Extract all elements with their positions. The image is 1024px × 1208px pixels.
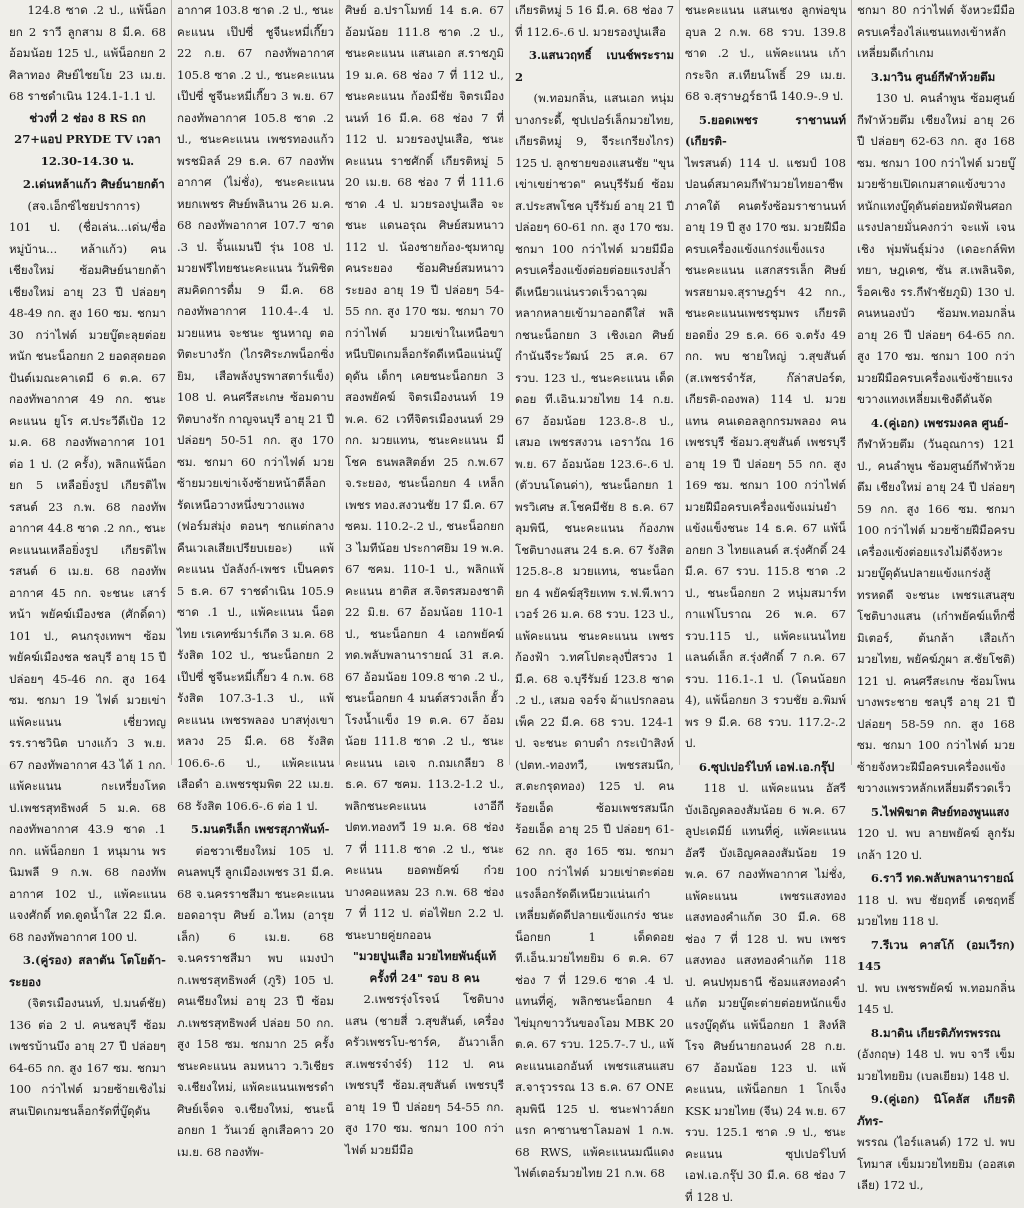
article-paragraph: ชนะคะแนน แสนเชง ลูกพ่อขุนอุบล 2 ก.พ. 68 รวบ. 139.8 ซาด .2 ป., แพ้คะแนน เก้ากระจิก ส.เทียนโพธิ์ 29 เม.ย. 68 จ.สุราษฎร์ธานี 140.9-.9 ป.	[685, 3, 846, 103]
fight-heading: 5.ไฟพิฆาต ศิษย์ทองพูนแสง	[870, 804, 1010, 819]
column-5	[680, 0, 852, 1204]
article-paragraph: 130 ป. คนลำพูน ซ้อมศูนย์กีฬาห้วยตึม เชียงใหม่ อายุ 26 ปี ปล่อยๆ 62-63 กก. สูง 168 ซม. ชกมา 100 กว่าไฟต์ มวยบู๊มวยซ้ายเปิดเกมสาดแข้งขวางหนักแทงบู๊ดุดันต่อยหมัดฟันศอกแรงปลายมั่นคงกว่า จะแพ้ เจนเชิง พุ่มพันธุ์ม่วง (เดอะกล์พิททยา, ษฎเดช, ซัน ส.เพลินจิต, ร็อคเชิง รร.กีฬาชัยภูมิ) 130 ป. คนหนองบัว ซ้อมพ.ทอมกลิ่น อายุ 26 ปี ปล่อยๆ 64-65 กก. สูง 170 ซม. ชกมา 100 กว่า มวยฝีมือครบเครื่องแข้งซ้ายแรงขวางแทงเหลี่ยมเชิงดีดันจัด	[857, 91, 1015, 406]
fight-heading: 4.(คู่เอก) เพชรมงคล ศูนย์-	[870, 415, 1009, 430]
article-paragraph: (สจ.เอ็กซ์ไชยปราการ) 101 ป. (ชื่อเล่น...เด่น/ชื่อหมู่บ้าน... หล้าแก้ว) คนเชียงใหม่ ซ้อมศิษย์นายกต้า เชียงใหม่ อายุ 23 ปี ปล่อยๆ 48-49 กก. สูง 160 ซม. ชกมา 30 กว่าไฟต์ มวยบู๊ตะลุยต่อยหนัก ชนะน็อกยก 2 ยอดสุดยอดปันต์เมณะคาเดมี 6 ต.ค. 67 กองทัพอากาศ 49 กก. ชนะคะแนน ยูโร ศ.ประวีดีเป้อ 12 ม.ค. 68 กองทัพอากาศ 101 ต่อ 1 ป. (2 ครั้ง), พลิกแพ้น็อกยก 5 เหลือยิ่งรูป เกียรติไพรสนต์ 23 ก.พ. 68 กองทัพอากาศ 44.8 ซาด .2 กก., ชนะคะแนนเหลือยิ่งรูป เกียรติไพรสนต์ 6 เม.ย. 68 กองทัพอากาศ 45 กก. จะชนะ เสาร์หน้า พยัคฆ์เมืองชล (ศักดิ์ดา) 101 ป., คนกรุงเทพฯ ซ้อมพยัคฆ์เมืองชล ชลบุรี อายุ 15 ปี ปล่อยๆ 45-46 กก. สูง 164 ซม. ชกมา 19 ไฟต์ มวยเข่า แพ้คะแนน เชี่ยวทญ รร.ราชวินิต บางแก้ว 3 พ.ย. 67 กองทัพอากาศ 43 ได้ 1 กก. แพ้คะแนน กะเหรี่ยงโหด ป.เพชรสุทธิพงศ์ 5 ม.ค. 68 กองทัพอากาศ 43.9 ซาด .1 กก. แพ้น็อกยก 1 หนุมาน พรนิมพลี 9 ก.พ. 68 กองทัพอากาศ 102 ป., แพ้คะแนน แจงศักดิ์ ทด.ดูดน้ำใส 22 มี.ค. 68 กองทัพอากาศ 100 ป.	[9, 198, 166, 944]
fight-heading: 6.ราวี ทด.พลับพลานารายณ์	[870, 871, 1014, 885]
fight-heading: 2.เด่นหล้าแก้ว ศิษย์นายกต้า	[22, 177, 165, 191]
article-paragraph: (พ.ทอมกลิ่น, แสนเอก หนุ่มบางกระดี้, ชุปเปอร์เล็กมวยไทย, เกียรติหมู่ 9, จีระเกรียงไกร) 125 ป. ลูกชายของแสนชัย "ขุนเข่าเขย่าชวด" คนบุรีรัมย์ ซ้อมส.ประสพโชค บุรีรัมย์ อายุ 21 ปี ปล่อยๆ 60-61 กก. สูง 170 ซม. ชกมา 100 กว่าไฟต์ มวยมีมือครบเครื่องแข้งต่อยต่อยแรงปล้ำดีเหนียวแน่นรวดเร็วฉาวุฒหลากหลายเข้ามาออกดีใส่ พลิกชนะน็อกยก 3 เชิงเอก ศิษย์กำนันจีระวัฒน์ 25 ส.ค. 67 รวบ. 123 ป., ชนะคะแนน เด็ดดอย ที.เอิน.มวยไทย 14 ก.ย. 67 อ้อมน้อย 123.8-.8 ป., เสมอ เพชรสงวน เอราวัณ 16 พ.ย. 67 อ้อมน้อย 123.6-.6 ป. (ตัวบนโดนด่า), ชนะน็อกยก 1 พรวิเศษ ส.โชคมีชัย 8 ธ.ค. 67 ลุมพินี, ชนะคะแนน ก้องภพ โชติบางแสน 24 ธ.ค. 67 รังสิต 125.8-.8 มวยแทน, ชนะน็อกยก 4 พยัคฆ์สุริยเทพ ร.ฟ.พี.พาวเวอร์ 26 ม.ค. 68 รวบ. 123 ป., แพ้คะแนน ชนะคะแนน เพชรก้องฟ้า ว.ทศโปตะลุงปี่สรวง 1 มี.ค. 68 จ.บุรีรัมย์ 123.8 ซาด .2 ป., เสมอ จอร์จ ผ้าแปรกลอนเพ็ค 22 มี.ค. 68 รวบ. 124-1 ป. จะชนะ ดาบดำ กระเป๋าสิงห์ (ปตท.-ทองทวี, เพชรสมนึก, ส.ตะกรุดทอง) 125 ป. คนร้อยเอ็ด ซ้อมเพชรสมนึก ร้อยเอ็ด อายุ 25 ปี ปล่อยๆ 61-62 กก. สูง 165 ซม. ชกมา 100 กว่าไฟต์ มวยเข่าตะต่อยแรงล็อกรัดดีเหนียวแน่นเก๋าเหลี่ยมตัดดีปลายแข้งแกร่ง ชนะน็อกยก 1 เด็ดดอย ที.เอ็น.มวยไทยยิม 6 ต.ค. 67 ช่อง 7 ที่ 129.6 ซาด .4 ป. แทนที่คู่, พลิกชนะน็อกยก 4 ไข่มุกขาววันของโอม MBK 20 ต.ค. 67 รวบ. 125.7-.7 ป., แพ้คะแนนเอกอันท์ เพชรแสนแสบ ส.จารุวรรณ 13 ธ.ค. 67 ONE ลุมพินี 125 ป. ชนะฟาวล์ยกแรก คาซานชาโลมอฟ 1 ก.พ. 68 RWS, แพ้คะแนนมณีแดง ไฟต์เตอร์มวยไทย 21 ก.พ. 68	[515, 91, 674, 1180]
column-4	[510, 0, 680, 1180]
section-heading: "มวยปูนเสือ มวยไทยพันธุ์แท้ ครั้งที่ 24" รอบ 8 คน	[352, 949, 497, 985]
fight-heading: 8.มาดิน เกียรติภัทรพรรณ	[870, 1025, 1001, 1040]
article-paragraph: 118 ป. แพ้คะแนน อัสรี บังเอิญดลองสัมน้อย 6 พ.ค. 67 ลูปะเดมีย์ แทนที่คู่, แพ้คะแนน อัสรี บังเอิญคลองสัมน้อย 19 พ.ค. 67 กองทัพอากาศ ไม่ชั่ง, แพ้คะแนน เพชรแสงทอง แสงทองคำแก้ต 30 มี.ค. 68 ช่อง 7 ที่ 128 ป. พบ เพชรแสงทอง แสงทองคำแก้ต 118 ป. คนปทุมธานี ซ้อมแสงทองคำแก้ต มวยบู๊ตะต่ายต่อยหนักแข็งแรงบู๊ดุดัน แพ้น็อกยก 1 สิงห์สิโรจ ศิษย์นายกอนงค์ 28 ก.ย. 67 อ้อมน้อย 123 ป. แพ้คะแนน, แพ้น็อกยก 1 โกเจ็ง KSK มวยไทย (จีน) 24 พ.ย. 67 รวบ. 125.1 ซาด .9 ป., ชนะคะแนน ซุปเปอร์ไบท์ เอฟ.เอ.กรุ๊ป 30 มี.ค. 68 ช่อง 7 ที่ 128 ป.	[685, 781, 846, 1204]
fight-heading: 9.(คู่เอก) นิโคลัส เกียรติภัทร-	[857, 1092, 1015, 1128]
fight-heading: 7.รีเวน คาสโก้ (อมเวีรก) 145	[857, 937, 1015, 973]
article-paragraph: ป. พบ เพชรพยัคฆ์ พ.ทอมกลิ่น 145 ป.	[857, 980, 1015, 1016]
column-6	[852, 0, 1020, 1192]
fight-heading: 3.(คู่รอง) สลาตัน โตโยต้า-ระยอง	[9, 953, 166, 989]
article-paragraph: กีฬาห้วยตึม (วันอุณการ) 121 ป., คนลำพูน ซ้อมศูนย์กีฬาห้วยตึม เชียงใหม่ อายุ 24 ปี ปล่อยๆ 59 กก. สูง 166 ซม. ชกมา 100 กว่าไฟต์ มวยซ้ายฝีมือครบเครื่องแข้งต่อยแรงไม่ดีจังหวะมวยบู๊ดุดันปลายแข้งแกร่งสู้ทรหดดี จะชนะ เพชรแสนสุข โชติบางแสน (เก๋าพยัคฆ์แท็กซี่มิเตอร์, ต้นกล้า เสือเก้ามวยไทย, พยัคฆ์ภูผา ส.ชัยโชติ) 121 ป. คนศรีสะเกษ ซ้อมโพนบางพระชาย ชลบุรี อายุ 21 ปี ปล่อยๆ 58-59 กก. สูง 168 ซม. ชกมา 100 กว่าไฟต์ มวยซ้ายจังหวะฝีมือครบเครื่องแข้งขวางแพรวหลักเหลี่ยมดีรวดเร็ว	[857, 437, 1015, 795]
article-paragraph: (จิตรเมืองนนท์, ป.มนต์ชัย) 136 ต่อ 2 ป. คนชลบุรี ซ้อมเพชรบ้านบึง อายุ 27 ปี ปล่อยๆ 64-65 กก. สูง 167 ซม. ชกมา 100 กว่าไฟต์ มวยซ้ายเชิงไม่สนเปิดเกมชนล็อกรัดที่บู๊ดุดัน	[9, 996, 166, 1118]
article-paragraph: 2.เพชรรุ่งโรจน์ โชติบางแสน (ชายสี่ ว.สุขสันต์, เครื่องครัวเพชรโบ-ชาร์ค, อันวาเล็ก ส.เพชรจ๋าจ๋ร์) 112 ป. คนเพชรบุรี ซ้อม.สุขสันต์ เพชรบุรี อายุ 19 ปี ปล่อยๆ 54-55 กก. สูง 170 ซม. ชกมา 100 กว่าไฟต์ มวยมีมือ	[345, 992, 504, 1157]
fight-heading: 3.มาวิน ศูนย์กีฬาห้วยตึม	[870, 69, 996, 84]
article-paragraph: เกียรติหมู่ 5 16 มี.ค. 68 ช่อง 7 ที่ 112.6-.6 ป. มวยรองปูนเสือ	[515, 3, 674, 39]
column-3	[340, 0, 510, 1157]
article-paragraph: ชกมา 80 กว่าไฟต์ จังหวะมีมือครบเครื่องไล่แซนแทงเข้าหลักเหลี่ยมดีเก๋าเกม	[857, 3, 1015, 60]
column-2	[172, 0, 340, 1159]
article-paragraph: อากาศ 103.8 ซาด .2 ป., ชนะคะแนน เป๊ปซี่ ชูจีนะหมี่เกี๊ยว 22 ก.ย. 67 กองทัพอากาศ 105.8 ซาด .2 ป., ชนะคะแนน เป๊ปซี่ ชูจีนะหมี่เกี๊ยว 3 พ.ย. 67 กองทัพอากาศ 105.8 ซาด .2 ป., ชนะคะแนน เพชรทองแก้ว พรชมิลล์ 29 ธ.ค. 67 กองทัพอากาศ (ไม่ชั่ง), ชนะคะแนน หยกเพชร ศิษย์พลินาน 26 ม.ค. 68 กองทัพอากาศ 107.7 ซาด .3 ป. จิ้นแมนปี รุ่น 108 ป. มวยฟรีไทยชนะคะแนน วันพิชิต สมคิดการดื่ม 9 มี.ค. 68 กองทัพอากาศ 110.4-.4 ป. มวยแหน จะชนะ ชูนหาญ ตอทิตะบางรัก (ไกรศิระภพน็อกซิ่งยิม, เสือพลังบูรพาสตาร์แข็ง) 108 ป. คนศรีสะเกษ ซ้อมดาบทิตบางรัก กาญจนบุรี อายุ 21 ปี ปล่อยๆ 50-51 กก. สูง 170 ซม. ชกมา 60 กว่าไฟต์ มวยซ้ายมวยเข่าเจ้งซ้ายหน้าตีล็อกรัดเหนือวางหนึ่งขวางแพง (ฟอร์มส่มุ่ง ตอนๆ ชกแต่กลางคืนเวเลเสียเปรียบเยอะ) แพ้คะแนน บัลลังก์-เพชร เป็นคตร 5 ธ.ค. 67 ราชดำเนิน 105.9 ซาด .1 ป., แพ้คะแนน น็อตไทย เรเคทซ์มาร์เกีด 3 ม.ค. 68 รังสิต 102 ป., ชนะน็อกยก 2 เป๊ปซี่ ชูจีนะหมี่เกี๊ยว 4 ก.พ. 68 รังสิต 107.3-1.3 ป., แพ้คะแนน เพชรพลอง บาสทุ่งเขาหลวง 25 มี.ค. 68 รังสิต 106.6-.6 ป., แพ้คะแนน เสือดำ อ.เพชรชุมพิต 22 เม.ย. 68 รังสิต 106.6-.6 ต่อ 1 ป.	[177, 3, 334, 813]
fight-heading: 6.ซุปเปอร์ไบท์ เอฟ.เอ.กรุ๊ป	[698, 759, 835, 774]
article-paragraph: ศิษย์ อ.ปราโมทย์ 14 ธ.ค. 67 อ้อมน้อย 111.8 ซาด .2 ป., ชนะคะแนน แสนเอก ส.ราชภูมิ 19 ม.ค. 68 ช่อง 7 ที่ 112 ป., ชนะคะแนน ก้องมีชัย จิตรเมืองนนท์ 16 มี.ค. 68 ช่อง 7 ที่ 112 ป. มวยรองปูนเสือ, ชนะคะแนน ราชศักดิ์ เกียรติหมู่ 5 20 เม.ย. 68 ช่อง 7 ที่ 111.6 ซาด .4 ป. มวยรองปูนเสือ จะชนะ แดนอรุณ ศิษย์สมหนาว 112 ป. น้องชายก้อง-ชุมหาญ คนระยอง ซ้อมศิษย์สมหนาว ระยอง อายุ 19 ปี ปล่อยๆ 54-55 กก. สูง 170 ซม. ชกมา 70 กว่าไฟต์ มวยเข่าในเหนือขาหนีบปิดเกมล็อกรัดดีเหนือแน่นบู๊ดุดัน เด็กๆ เคยชนะน็อกยก 3 สองพยัคฆ์ จิตรเมืองนนท์ 19 พ.ค. 62 เวทีจิตรเมืองนนท์ 29 กก. มวยแทน, ชนะคะแนน มีโชค ธนพลสิตฮ์ท 25 ก.พ.67 จ.ระยอง, ชนะน็อกยก 4 เหล็กเพชร ทอง.สงวนชัย 17 มี.ค. 67 ซฅม. 110.2-.2 ป., ชนะน็อกยก 3 ไมทีน้อย ประกาศยิม 19 พ.ค. 67 ซฅม. 110-1 ป., พลิกแพ้คะแนน ฮาติส ส.จิตรสมองชาติ 22 มิ.ย. 67 อ้อมน้อย 110-1 ป., ชนะน็อกยก 4 เอกพยัคฆ์ ทด.พลับพลานารายณ์ 31 ส.ค. 67 อ้อมน้อย 109.8 ซาด .2 ป., ชนะน็อกยก 4 มนต์สรวงเล็ก ฮั้วโรงน้ำแข็ง 19 ต.ค. 67 อ้อมน้อย 111.8 ซาด .2 ป., ชนะคะแนน เอเจ ก.ถมเกลียว 8 ธ.ค. 67 ซฅม. 113.2-1.2 ป., พลิกชนะคะแนน เงาอีกี ปตท.ทองทวี 19 ม.ค. 68 ช่อง 7 ที่ 111.8 ซาด .2 ป., ชนะคะแนน ยอดพยัคฆ์ ก๋วยบางคอแหลม 23 ก.พ. 68 ช่อง 7 ที่ 112 ป. ต่อไฟ้ยก 2.2 ป. ชนะบายคู่ยกออน	[345, 3, 504, 942]
article-paragraph: (อังกฤษ) 148 ป. พบ จารี เข็มมวยไทยยิม (เบลเยียม) 148 ป.	[857, 1047, 1015, 1083]
fight-heading: 5.ยอดเพชร ราชานนท์ (เกียรติ-	[685, 112, 846, 148]
section-heading: ช่วงที่ 2 ช่อง 8 RS ถก 27+แอป PRYDE TV เวลา 12.30-14.30 น.	[14, 110, 161, 168]
fight-heading: 3.แสนวฤทธิ์ เบนช์พระราม 2	[515, 48, 674, 84]
article-paragraph: 124.8 ซาด .2 ป., แพ้น็อกยก 2 ราวี ลูกสาม 8 มี.ค. 68 อ้อมน้อย 125 ป., แพ้น็อกยก 2 ศิลาทอง ศิษย์ไชยโย 23 เม.ย. 68 ราชดำเนิน 124.1-1.1 ป.	[9, 3, 166, 103]
article-paragraph: 118 ป. พบ ชัยฤทธิ์ เดชฤทธิ์มวยไทย 118 ป.	[857, 892, 1015, 928]
fight-heading: 5.มนตรีเล็ก เพชรสุภาพันท์-	[190, 822, 330, 836]
article-paragraph: ไพรสนต์) 114 ป. แชมป์ 108 ปอนด์สมาคมกีฬามวยไทยอาชีพภาคใต้ คนตรังซ้อมราชานนท์ อายุ 19 ปี สูง 170 ซม. มวยฝีมือครบเครื่องแข้งแกร่งแข็งแรงชนะคะแนน แสกสรรเล็ก ศิษย์พรสยามจ.สุราษฎร์ฯ 42 กก., ชนะคะแนนเพชรชุมพร เกียรติยอดยิ่ง 29 ธ.ค. 66 จ.ตรัง 49 กก. พบ ชายใหญ่ ว.สุขสันต์ (ส.เพชรจำรัส, ก๊ล่าสปอร์ต, เกียรติ-ถองพล) 114 ป. มวยแทน คนเดอลลูกกรมพลอง คนเพชรบุรี ซ้อมว.สุขสันต์ เพชรบุรี อายุ 19 ปี ปล่อยๆ 55 กก. สูง 169 ซม. ชกมา 100 กว่าไฟต์ มวยฝีมือครบเครื่องแข้งแม่นยำแข้งแข็งชนะ 14 ธ.ค. 67 แพ้น็อกยก 3 ไทยแลนด์ ส.รุ่งศักดิ์ 24 มี.ค. 67 รวบ. 115.8 ซาด .2 ป., ชนะน็อกยก 2 หนุ่มสมาร์ท กาแฟโบราณ 26 พ.ค. 67 รวบ.115 ป., แพ้คะแนนไทยแลนด์เล็ก ส.รุ่งศักดิ์ 7 ก.ค. 67 รวบ. 116.1-.1 ป. (โดนน้อยก 4), แพ้น็อกยก 3 รวบชัย อ.พิมพ์พร 9 มี.ค. 68 รวบ. 117.2-.2 ป.	[685, 155, 846, 750]
article-paragraph: 120 ป. พบ ลายพยัคฆ์ ลูกรัมเกล้า 120 ป.	[857, 826, 1015, 862]
article-paragraph: ต่อชวาเชียงใหม่ 105 ป. คนลพบุรี ลูกเมืองเพชร 31 มี.ค. 68 จ.นครราชสีมา ชนะคะแนน ยอดอารุบ ศิษย์ อ.ไหม (อารุยเล็ก) 6 เม.ย. 68 จ.นครราชสีมา พบ แมงป่า ก.เพชรสุทธิพงศ์ (ภูริ) 105 ป. คนเชียงใหม่ อายุ 23 ปี ซ้อมภ.เพชรสุทธิพงศ์ ปล่อย 50 กก. สูง 158 ซม. ชกมาก 25 ครั้ง ชนะคะแนน ลมหนาว ว.วิเชียร จ.เชียงใหม่, แพ้คะแนนเพชรดำ ศิษย์เจ็ดจ จ.เชียงใหม่, ชนะน็อกยก 1 วันเวย์ ลูกเสือคาว 20 เม.ย. 68 กองทัพ-	[177, 843, 334, 1159]
article-paragraph: พรรณ (ไอร์แลนด์) 172 ป. พบ โทมาส เข็มมวยไทยยิม (ออสเตเลีย) 172 ป.,	[857, 1135, 1015, 1192]
column-1	[4, 0, 172, 1118]
